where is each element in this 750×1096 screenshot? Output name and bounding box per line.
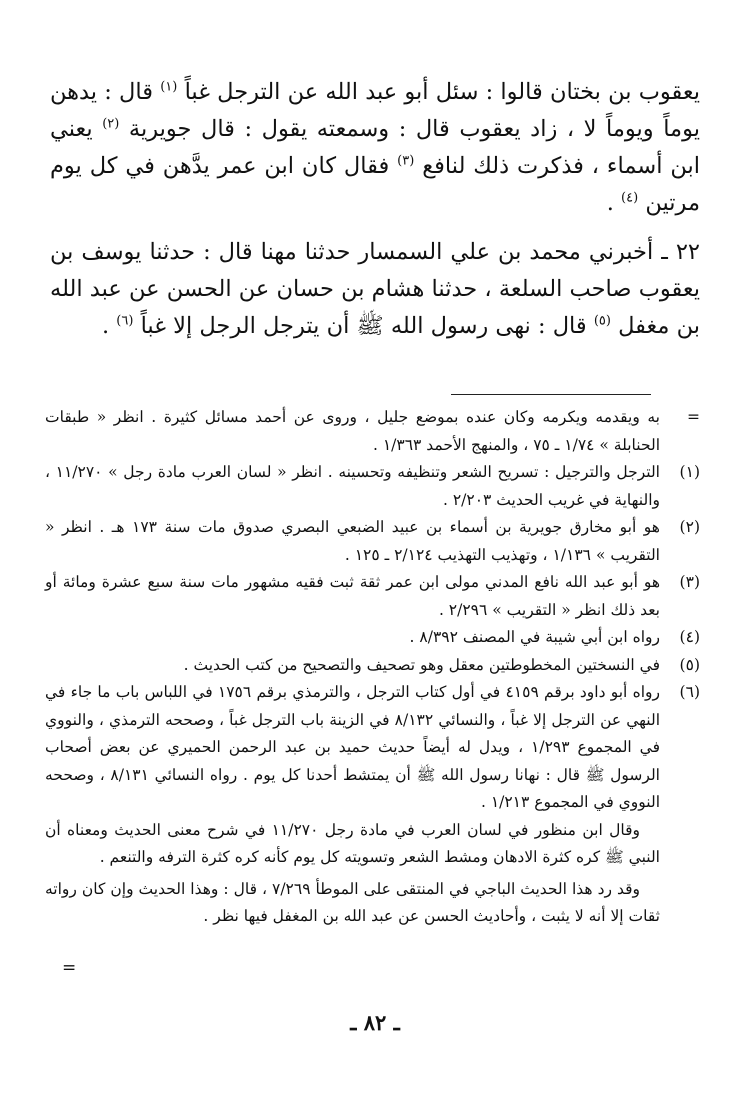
footnote-text: هو أبو عبد الله نافع المدني مولى ابن عمر ثقة ثبت فقيه مشهور مات سنة سبع عشرة ومائة أو بعد ذلك انظر « التقريب » ٢/٢٩٦ . <box>45 573 660 619</box>
footnote-text: هو أبو مخارق جويرية بن أسماء بن عبيد الضبعي البصري صدوق مات سنة ١٧٣ هـ . انظر « التقريب » ١/١٣٦ ، وتهذيب التهذيب ٢/١٢٤ ـ ١٢٥ . <box>45 518 660 564</box>
footnote-ref-3[interactable]: (٣) <box>397 153 415 169</box>
sentence-end: . <box>606 190 614 216</box>
footnote-continuation <box>45 876 700 931</box>
footnote-ref-4[interactable]: (٤) <box>621 190 639 206</box>
main-text-segment: ٢٢ ـ أخبرني محمد بن علي السمسار حدثنا مهنا قال : حدثنا يوسف بن يعقوب صاحب السلعة ، حدثنا هشام بن حسان عن الحسن عن عبد الله بن مغفل <box>50 239 700 339</box>
footnote-continuation-text: وقد رد هذا الحديث الباجي في المنتقى على الموطأ ٧/٢٦٩ ، قال : وهذا الحديث وإن كان رواته ثقات إلا أنه لا يثبت ، وأحاديث الحسن عن عبد الله بن المغفل فيها نظر . <box>45 879 660 925</box>
footnote-item <box>45 514 700 569</box>
footnote-text: به ويقدمه ويكرمه وكان عنده بموضع جليل ، وروى عن أحمد مسائل كثيرة . انظر « طبقات الحنابلة » ١/٧٤ ـ ٧٥ ، والمنهج الأحمد ١/٣٦٣ . <box>45 408 660 454</box>
footnotes <box>45 404 700 931</box>
paragraph-2 <box>50 234 700 345</box>
footnote-text: رواه أبو داود برقم ٤١٥٩ في أول كتاب الترجل ، والترمذي برقم ١٧٥٦ في اللباس باب ما جاء في النهي عن الترجل إلا غباً ، والنسائي ٨/١٣٢ في الزينة باب الترجل غباً ، وصححه الترمذي ، والنووي في المجموع ١/٢٩٣ ، ويدل له أيضاً حديث حميد بن عبد الرحمن الحميري عن بعض أصحاب الرسول ﷺ قال : نهانا رسول الله ﷺ أن يمتشط أحدنا كل يوم . رواه النسائي ٨/١٣١ ، وصححه النووي في المجموع ١/٢١٣ . <box>45 683 661 811</box>
main-text-segment: يعني ابن أسماء ، فذكرت ذلك لنافع <box>50 116 701 179</box>
footnote-text: الترجل والترجيل : تسريح الشعر وتنظيفه وتحسينه . انظر « لسان العرب مادة رجل » ١١/٢٧٠ ، والنهاية في غريب الحديث ٢/٢٠٣ . <box>45 463 660 509</box>
page-number: ـ ٨٢ ـ <box>350 1010 400 1035</box>
footnote-number: (٣) <box>679 573 700 591</box>
footnote-number: (١) <box>679 463 700 481</box>
main-text-segment: يعقوب بن بختان قالوا : سئل أبو عبد الله عن الترجل غباً <box>184 79 700 105</box>
footnote-item <box>45 459 700 514</box>
footnote-number: (٥) <box>679 655 700 674</box>
footnote-text: رواه ابن أبي شيبة في المصنف ٨/٣٩٢ . <box>409 628 660 646</box>
footnote-number: (٤) <box>679 628 700 646</box>
footnote-number: = <box>687 408 700 426</box>
footnote-item <box>45 652 700 680</box>
footnote-ref-1[interactable]: (١) <box>160 79 178 95</box>
footnote-ref-6[interactable]: (٦) <box>116 313 134 329</box>
continuation-mark: = <box>62 958 77 978</box>
footnote-item <box>45 679 700 817</box>
main-text <box>50 74 700 345</box>
footnote-continuation: وقال ابن منظور في لسان العرب في مادة رجل ١١/٢٧٠ في شرح معنى الحديث ومعناه أن النبي ﷺ كره كثرة الادهان ومشط الشعر وتسويته كل يوم كأنه كره كثرة الترفه والتنعم . <box>45 820 660 866</box>
sentence-end: . <box>101 313 110 339</box>
footnote-text: في النسختين المخطوطتين معقل وهو تصحيف والتصحيح من كتب الحديث . <box>183 655 660 674</box>
footnote-ref-2[interactable]: (٢) <box>102 116 120 132</box>
footnote-divider <box>451 394 651 395</box>
footnote-item <box>45 404 700 459</box>
footnote-item <box>45 624 700 652</box>
footnote-number: (٦) <box>679 683 700 701</box>
main-text-segment: فقال كان ابن عمر يدَّهن في كل يوم مرتين <box>50 153 700 216</box>
paragraph-1 <box>50 74 700 222</box>
footnote-number: (٢) <box>679 518 700 536</box>
footnote-item <box>45 569 700 624</box>
main-text-segment: قال : يدهن يوماً ويوماً لا ، زاد يعقوب قال : وسمعته يقول : قال جويرية <box>50 79 700 142</box>
footnote-ref-5[interactable]: (٥) <box>593 313 611 329</box>
main-text-segment: قال : نهى رسول الله ﷺ أن يترجل الرجل إلا غباً <box>140 313 587 339</box>
